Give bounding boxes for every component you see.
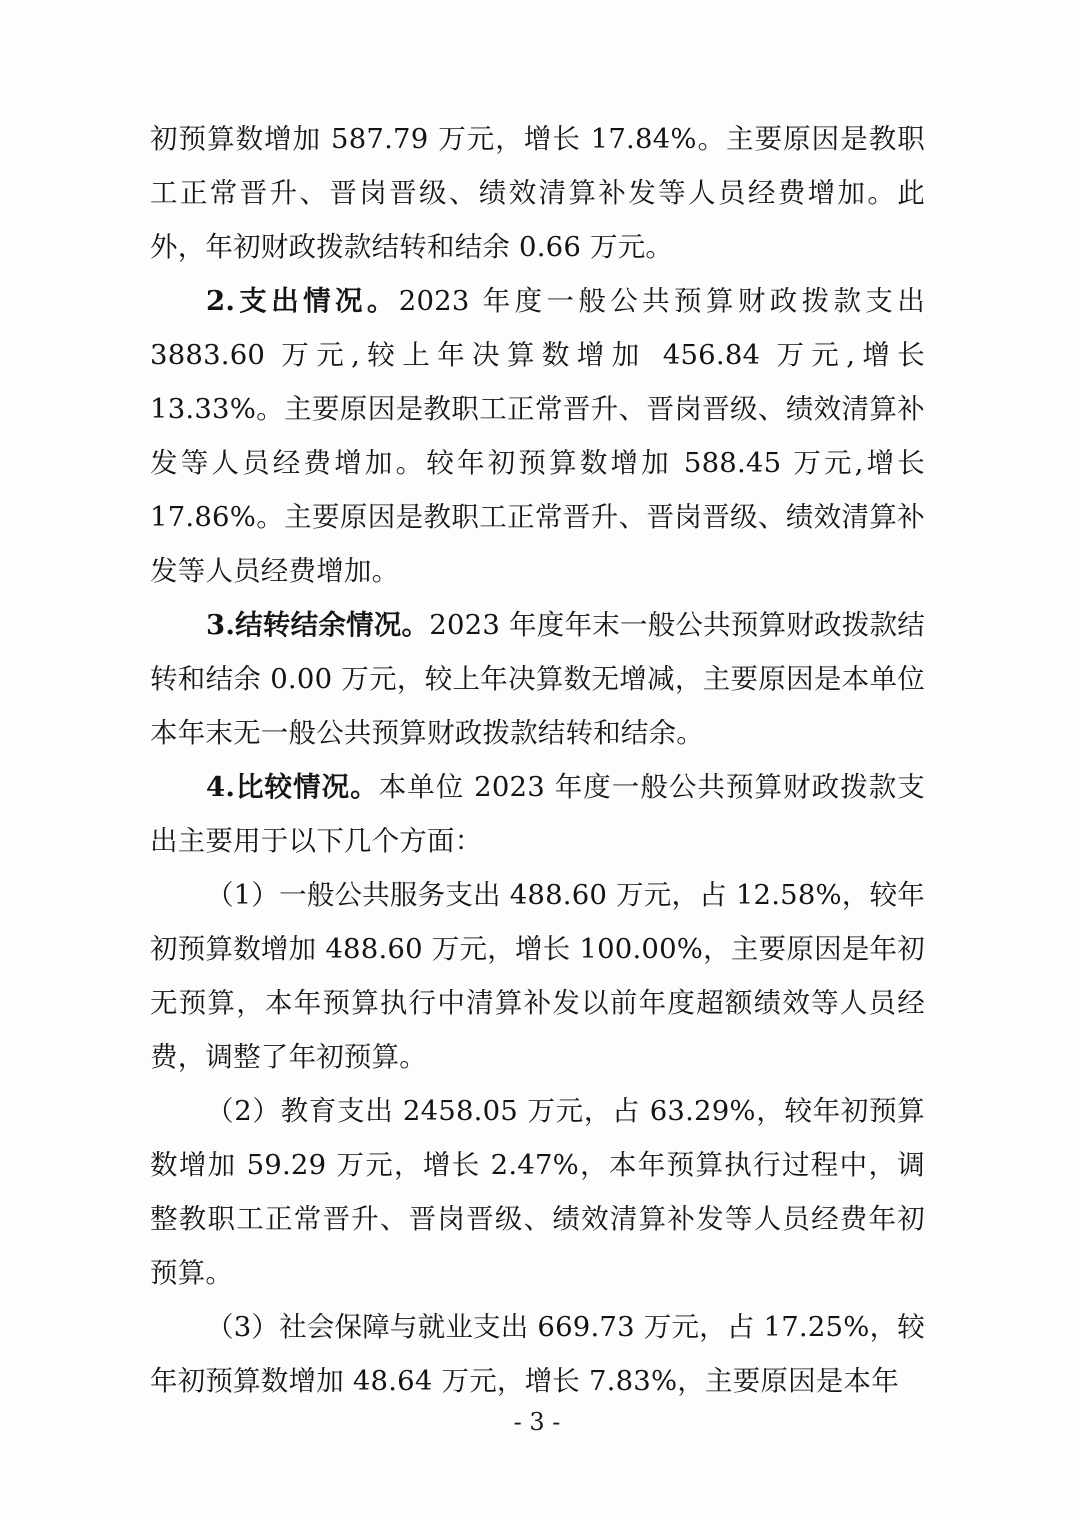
paragraph-text: 本单位 2023 年度一般公共预算财政拨款支出主要用于以下几个方面： bbox=[150, 771, 925, 857]
paragraph-expenditure bbox=[150, 274, 925, 598]
page-number: - 3 - bbox=[513, 1408, 561, 1436]
paragraph-text: 初预算数增加 587.79 万元，增长 17.84%。主要原因是教职工正常晋升、晋岗晋级、绩效清算补发等人员经费增加。此外，年初财政拨款结转和结余 0.66 万元。 bbox=[150, 123, 925, 263]
paragraph-comparison bbox=[150, 760, 925, 868]
paragraph-text: 2023 年度一般公共预算财政拨款支出 3883.60 万元,较上年决算数增加 456.84 万元,增长 13.33%。主要原因是教职工正常晋升、晋岗晋级、绩效清算补发等人员经费增加。较年初预算数增加 588.45 万元,增长 17.86%。主要原因是教职工正常晋升、晋岗晋级、绩效清算补发等人员经费增加。 bbox=[150, 285, 926, 587]
document-body bbox=[150, 112, 925, 1408]
paragraph-lead: 2.支出情况。 bbox=[206, 285, 399, 317]
paragraph-continuation bbox=[150, 112, 925, 274]
paragraph-text: 2023 年度年末一般公共预算财政拨款结转和结余 0.00 万元，较上年决算数无增减，主要原因是本单位本年末无一般公共预算财政拨款结转和结余。 bbox=[150, 609, 925, 749]
paragraph-item-1 bbox=[150, 868, 925, 1084]
paragraph-text: （1）一般公共服务支出 488.60 万元，占 12.58%，较年初预算数增加 488.60 万元，增长 100.00%，主要原因是年初无预算，本年预算执行中清算补发以前年度超额绩效等人员经费，调整了年初预算。 bbox=[150, 879, 925, 1073]
paragraph-item-2 bbox=[150, 1084, 925, 1300]
paragraph-lead: 3.结转结余情况。 bbox=[206, 609, 430, 641]
paragraph-text: （2）教育支出 2458.05 万元，占 63.29%，较年初预算数增加 59.29 万元，增长 2.47%，本年预算执行过程中，调整教职工正常晋升、晋岗晋级、绩效清算补发等人员经费年初预算。 bbox=[150, 1095, 925, 1289]
paragraph-text: （3）社会保障与就业支出 669.73 万元，占 17.25%，较年初预算数增加 48.64 万元，增长 7.83%，主要原因是本年 bbox=[150, 1311, 925, 1397]
paragraph-lead: 4.比较情况。 bbox=[206, 771, 379, 803]
paragraph-carryover bbox=[150, 598, 925, 760]
paragraph-item-3 bbox=[150, 1300, 925, 1408]
